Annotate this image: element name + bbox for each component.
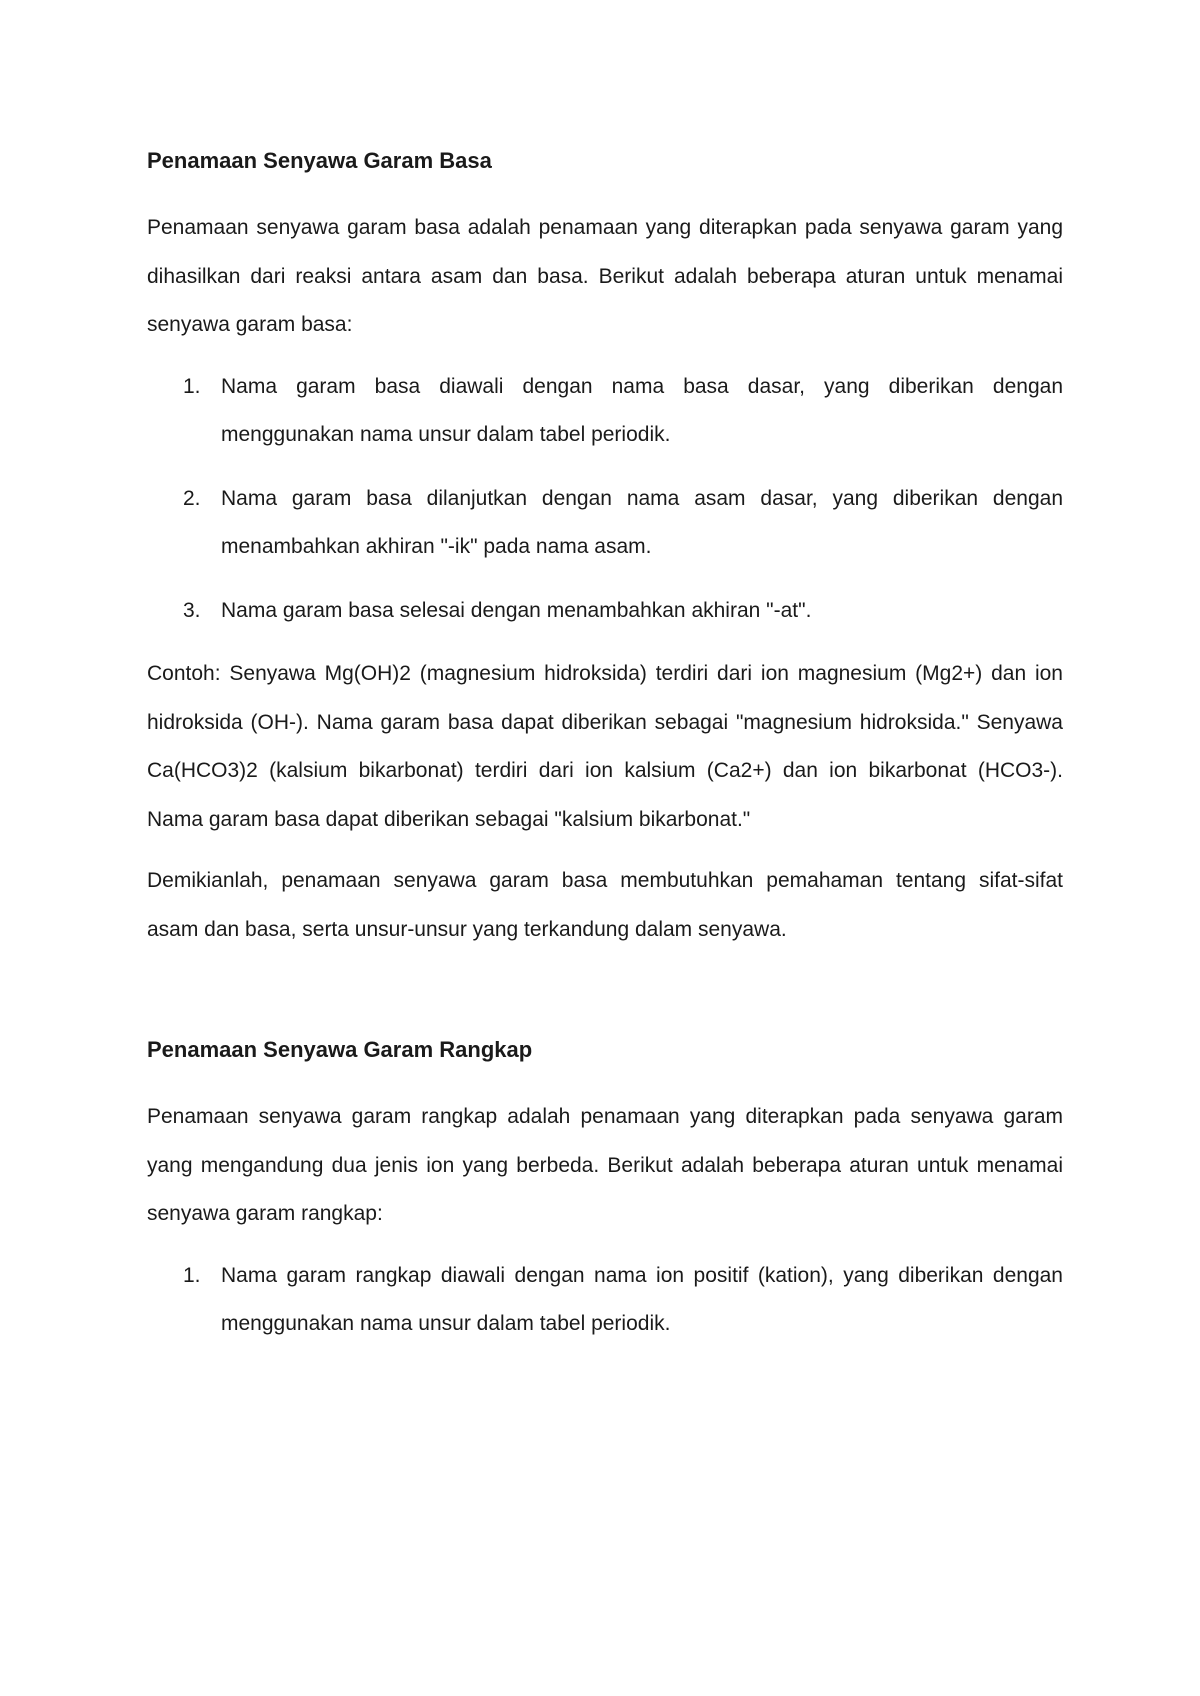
- list-item-text: Nama garam basa selesai dengan menambahkan akhiran "-at".: [221, 598, 812, 622]
- rules-list-garam-basa: [147, 363, 1063, 636]
- list-item: [147, 1252, 1063, 1349]
- section-spacer: [147, 967, 1063, 1035]
- list-number: 1.: [183, 374, 201, 398]
- list-number: 3.: [183, 598, 201, 622]
- document-content: [147, 146, 1063, 1364]
- section-heading-garam-basa: Penamaan Senyawa Garam Basa: [147, 148, 492, 173]
- list-number: 2.: [183, 486, 201, 510]
- intro-paragraph-garam-basa: Penamaan senyawa garam basa adalah penamaan yang diterapkan pada senyawa garam yang dihasilkan dari reaksi antara asam dan basa. Berikut adalah beberapa aturan untuk menamai senyawa garam basa:: [147, 216, 1063, 336]
- list-item: [147, 475, 1063, 572]
- intro-paragraph-garam-rangkap: Penamaan senyawa garam rangkap adalah penamaan yang diterapkan pada senyawa garam yang mengandung dua jenis ion yang berbeda. Berikut adalah beberapa aturan untuk menamai senyawa garam rangkap:: [147, 1105, 1063, 1225]
- list-item-text: Nama garam basa diawali dengan nama basa dasar, yang diberikan dengan menggunakan nama unsur dalam tabel periodik.: [221, 374, 1063, 446]
- list-item: [147, 363, 1063, 460]
- list-number: 1.: [183, 1263, 201, 1287]
- section-heading-garam-rangkap: Penamaan Senyawa Garam Rangkap: [147, 1037, 533, 1062]
- list-item-text: Nama garam basa dilanjutkan dengan nama asam dasar, yang diberikan dengan menambahkan akhiran "-ik" pada nama asam.: [221, 486, 1063, 558]
- list-item-text: Nama garam rangkap diawali dengan nama ion positif (kation), yang diberikan dengan menggunakan nama unsur dalam tabel periodik.: [221, 1263, 1063, 1335]
- rules-list-garam-rangkap: [147, 1252, 1063, 1349]
- example-paragraph: Contoh: Senyawa Mg(OH)2 (magnesium hidroksida) terdiri dari ion magnesium (Mg2+) dan ion hidroksida (OH-). Nama garam basa dapat diberikan sebagai "magnesium hidroksida." Senyawa Ca(HCO3)2 (kalsium bikarbonat) terdiri dari ion kalsium (Ca2+) dan ion bikarbonat (HCO3-). Nama garam basa dapat diberikan sebagai "kalsium bikarbonat.": [147, 662, 1063, 831]
- list-item: [147, 587, 1063, 636]
- conclusion-paragraph: Demikianlah, penamaan senyawa garam basa membutuhkan pemahaman tentang sifat-sifat asam dan basa, serta unsur-unsur yang terkandung dalam senyawa.: [147, 869, 1063, 941]
